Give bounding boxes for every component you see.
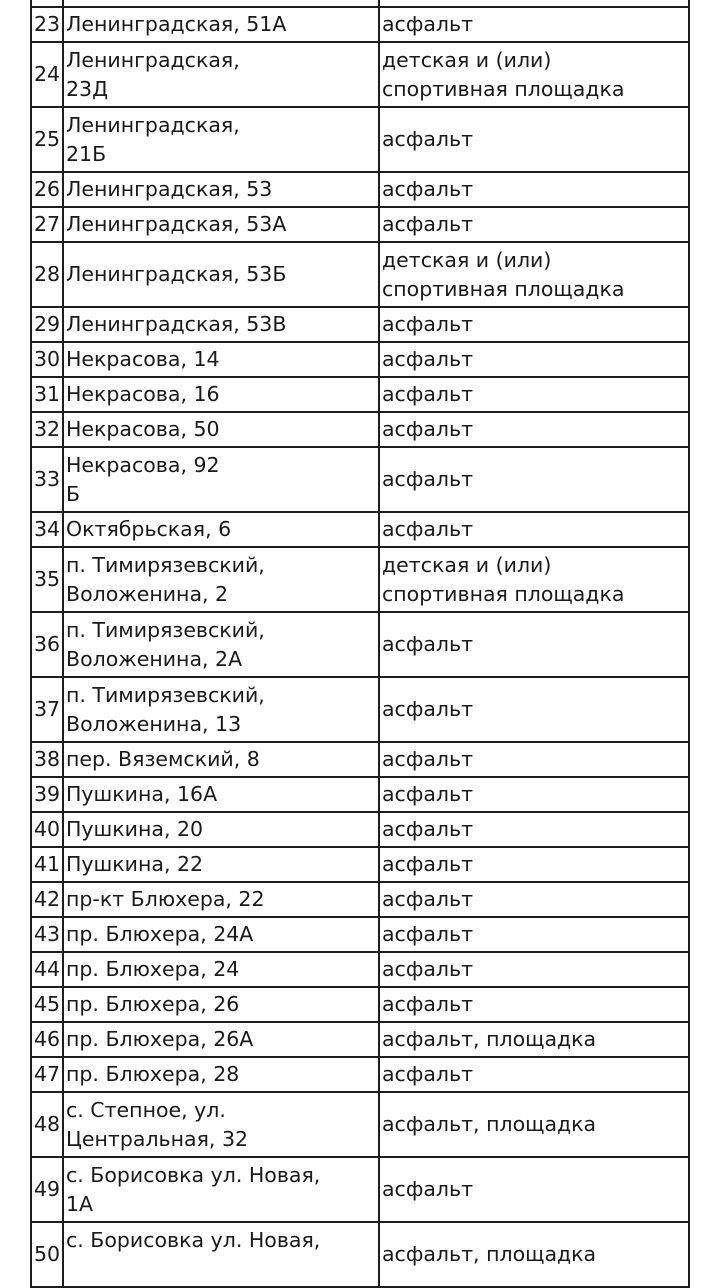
surface-line: асфальт <box>382 177 474 201</box>
address-cell <box>64 988 378 1021</box>
address-cell <box>64 108 378 171</box>
cell-cut <box>32 0 62 6</box>
table-row <box>32 208 688 241</box>
surface-line: асфальт <box>382 347 474 371</box>
address-line: Ленинградская, 53В <box>66 312 287 336</box>
row-number-cell: 23 <box>32 8 62 41</box>
address-line: п. Тимирязевский, <box>66 617 265 642</box>
address-cell <box>64 743 378 776</box>
row-number-cell: 39 <box>32 778 62 811</box>
table-row <box>32 413 688 446</box>
surface-cell <box>380 1093 688 1156</box>
surface-cell <box>380 988 688 1021</box>
address-cell <box>64 173 378 206</box>
row-number-cell: 37 <box>32 678 62 741</box>
yards-table-body <box>32 0 688 1286</box>
row-number-cell: 25 <box>32 108 62 171</box>
address-line: 23Д <box>66 76 109 101</box>
table-row <box>32 378 688 411</box>
address-cell <box>64 8 378 41</box>
address-cell <box>64 883 378 916</box>
address-line: Октябрьская, 6 <box>66 517 232 541</box>
row-number-cell: 31 <box>32 378 62 411</box>
cell-cut <box>380 0 688 6</box>
row-number-cell: 33 <box>32 448 62 511</box>
surface-cell <box>380 343 688 376</box>
surface-line: асфальт <box>382 887 474 911</box>
table-row <box>32 613 688 676</box>
yards-table <box>30 0 690 1288</box>
document-sheet <box>30 0 690 1288</box>
address-line: Пушкина, 22 <box>66 852 204 876</box>
address-cell <box>64 813 378 846</box>
surface-line: асфальт <box>382 127 474 151</box>
surface-line: асфальт <box>382 992 474 1016</box>
row-number-cell: 50 <box>32 1223 62 1286</box>
address-line: Пушкина, 20 <box>66 817 204 841</box>
surface-line: асфальт <box>382 957 474 981</box>
address-cell <box>64 548 378 611</box>
address-line: Некрасова, 14 <box>66 347 220 371</box>
table-row <box>32 953 688 986</box>
address-line: Ленинградская, 51А <box>66 12 287 36</box>
address-line: пр. Блюхера, 24А <box>66 922 254 946</box>
address-line: пр. Блюхера, 28 <box>66 1062 240 1086</box>
surface-line: асфальт <box>382 922 474 946</box>
surface-cell <box>380 1223 688 1286</box>
surface-line: асфальт <box>382 12 474 36</box>
address-line: Ленинградская, <box>66 47 240 72</box>
address-line: Воложенина, 13 <box>66 711 242 736</box>
surface-cell <box>380 243 688 306</box>
surface-cell <box>380 413 688 446</box>
surface-line: асфальт <box>382 782 474 806</box>
table-row <box>32 43 688 106</box>
row-number-cell: 47 <box>32 1058 62 1091</box>
table-row <box>32 678 688 741</box>
address-cell <box>64 208 378 241</box>
cell-cut <box>64 0 378 6</box>
surface-cell <box>380 848 688 881</box>
surface-line: асфальт <box>382 382 474 406</box>
table-row <box>32 1223 688 1286</box>
table-row <box>32 988 688 1021</box>
address-line: п. Тимирязевский, <box>66 682 265 707</box>
table-row <box>32 883 688 916</box>
address-cell <box>64 343 378 376</box>
table-row <box>32 173 688 206</box>
surface-line: асфальт <box>382 747 474 771</box>
surface-line: асфальт <box>382 417 474 441</box>
table-row <box>32 308 688 341</box>
surface-line: спортивная площадка <box>382 581 625 606</box>
surface-cell <box>380 883 688 916</box>
row-number-cell: 32 <box>32 413 62 446</box>
row-number-cell: 29 <box>32 308 62 341</box>
table-row <box>32 1023 688 1056</box>
row-number-cell: 42 <box>32 883 62 916</box>
surface-cell <box>380 778 688 811</box>
surface-line: асфальт <box>382 632 474 656</box>
address-cell <box>64 43 378 106</box>
address-cell <box>64 243 378 306</box>
row-number-cell: 28 <box>32 243 62 306</box>
address-line: п. Тимирязевский, <box>66 552 265 577</box>
address-cell <box>64 918 378 951</box>
surface-cell <box>380 1058 688 1091</box>
table-row <box>32 243 688 306</box>
table-row-cut-top <box>32 0 688 6</box>
surface-cell <box>380 953 688 986</box>
address-cell <box>64 413 378 446</box>
table-row <box>32 8 688 41</box>
surface-cell <box>380 548 688 611</box>
address-line: Ленинградская, 53А <box>66 212 287 236</box>
address-cell <box>64 1223 378 1286</box>
surface-line: спортивная площадка <box>382 276 625 301</box>
address-line: Ленинградская, <box>66 112 240 137</box>
address-cell <box>64 513 378 546</box>
address-cell <box>64 848 378 881</box>
surface-cell <box>380 743 688 776</box>
table-row <box>32 778 688 811</box>
address-cell <box>64 448 378 511</box>
address-line: с. Борисовка ул. Новая, <box>66 1227 321 1252</box>
address-line: Некрасова, 92 <box>66 452 220 477</box>
row-number-cell: 36 <box>32 613 62 676</box>
address-line: пер. Вяземский, 8 <box>66 747 260 771</box>
address-cell <box>64 1093 378 1156</box>
surface-cell <box>380 308 688 341</box>
row-number-cell: 43 <box>32 918 62 951</box>
surface-cell <box>380 8 688 41</box>
row-number-cell: 48 <box>32 1093 62 1156</box>
row-number-cell: 24 <box>32 43 62 106</box>
address-line: Ленинградская, 53Б <box>66 262 287 286</box>
surface-cell <box>380 613 688 676</box>
surface-cell <box>380 1023 688 1056</box>
surface-cell <box>380 448 688 511</box>
address-line: Некрасова, 50 <box>66 417 220 441</box>
table-row <box>32 108 688 171</box>
address-line: пр-кт Блюхера, 22 <box>66 887 265 911</box>
address-line: с. Степное, ул. <box>66 1097 226 1122</box>
surface-cell <box>380 513 688 546</box>
row-number-cell: 44 <box>32 953 62 986</box>
surface-line: спортивная площадка <box>382 76 625 101</box>
row-number-cell: 34 <box>32 513 62 546</box>
address-line: Б <box>66 481 81 506</box>
surface-cell <box>380 173 688 206</box>
surface-line: асфальт <box>382 467 474 491</box>
surface-line: асфальт <box>382 1177 474 1201</box>
address-line: Воложенина, 2 <box>66 581 229 606</box>
surface-line: асфальт <box>382 517 474 541</box>
address-line: пр. Блюхера, 26 <box>66 992 240 1016</box>
table-row <box>32 1058 688 1091</box>
table-row <box>32 513 688 546</box>
address-line: с. Борисовка ул. Новая, <box>66 1162 321 1187</box>
row-number-cell: 30 <box>32 343 62 376</box>
address-line: Центральная, 32 <box>66 1126 249 1151</box>
address-cell <box>64 613 378 676</box>
surface-line: асфальт <box>382 852 474 876</box>
row-number-cell: 49 <box>32 1158 62 1221</box>
address-line: пр. Блюхера, 24 <box>66 957 240 981</box>
surface-cell <box>380 813 688 846</box>
address-line: Ленинградская, 53 <box>66 177 273 201</box>
table-row <box>32 448 688 511</box>
row-number-cell: 35 <box>32 548 62 611</box>
surface-line: асфальт, площадка <box>382 1242 597 1266</box>
row-number-cell: 40 <box>32 813 62 846</box>
address-line: 21Б <box>66 141 107 166</box>
surface-line: асфальт <box>382 312 474 336</box>
address-line <box>66 1255 377 1284</box>
row-number-cell: 27 <box>32 208 62 241</box>
surface-line: детская и (или) <box>382 47 552 72</box>
table-row <box>32 743 688 776</box>
address-cell <box>64 378 378 411</box>
surface-line: асфальт, площадка <box>382 1027 597 1051</box>
surface-line: асфальт <box>382 817 474 841</box>
surface-cell <box>380 678 688 741</box>
row-number-cell: 26 <box>32 173 62 206</box>
surface-cell <box>380 108 688 171</box>
address-cell <box>64 953 378 986</box>
row-number-cell: 46 <box>32 1023 62 1056</box>
row-number-cell: 45 <box>32 988 62 1021</box>
surface-line: асфальт, площадка <box>382 1112 597 1136</box>
table-row <box>32 1093 688 1156</box>
address-cell <box>64 678 378 741</box>
table-row <box>32 343 688 376</box>
table-row <box>32 548 688 611</box>
surface-cell <box>380 918 688 951</box>
address-cell <box>64 308 378 341</box>
address-line: Некрасова, 16 <box>66 382 220 406</box>
address-cell <box>64 778 378 811</box>
row-number-cell: 38 <box>32 743 62 776</box>
table-row <box>32 848 688 881</box>
table-row <box>32 813 688 846</box>
address-line: 1А <box>66 1191 94 1216</box>
address-cell <box>64 1158 378 1221</box>
row-number-cell: 41 <box>32 848 62 881</box>
surface-cell <box>380 43 688 106</box>
address-cell <box>64 1023 378 1056</box>
surface-cell <box>380 378 688 411</box>
surface-line: асфальт <box>382 697 474 721</box>
surface-line: детская и (или) <box>382 247 552 272</box>
address-line: Воложенина, 2А <box>66 646 243 671</box>
surface-line: асфальт <box>382 212 474 236</box>
table-row <box>32 918 688 951</box>
surface-cell <box>380 208 688 241</box>
address-line: пр. Блюхера, 26А <box>66 1027 254 1051</box>
address-line: Пушкина, 16А <box>66 782 218 806</box>
address-cell <box>64 1058 378 1091</box>
surface-cell <box>380 1158 688 1221</box>
surface-line: асфальт <box>382 1062 474 1086</box>
surface-line: детская и (или) <box>382 552 552 577</box>
table-row <box>32 1158 688 1221</box>
